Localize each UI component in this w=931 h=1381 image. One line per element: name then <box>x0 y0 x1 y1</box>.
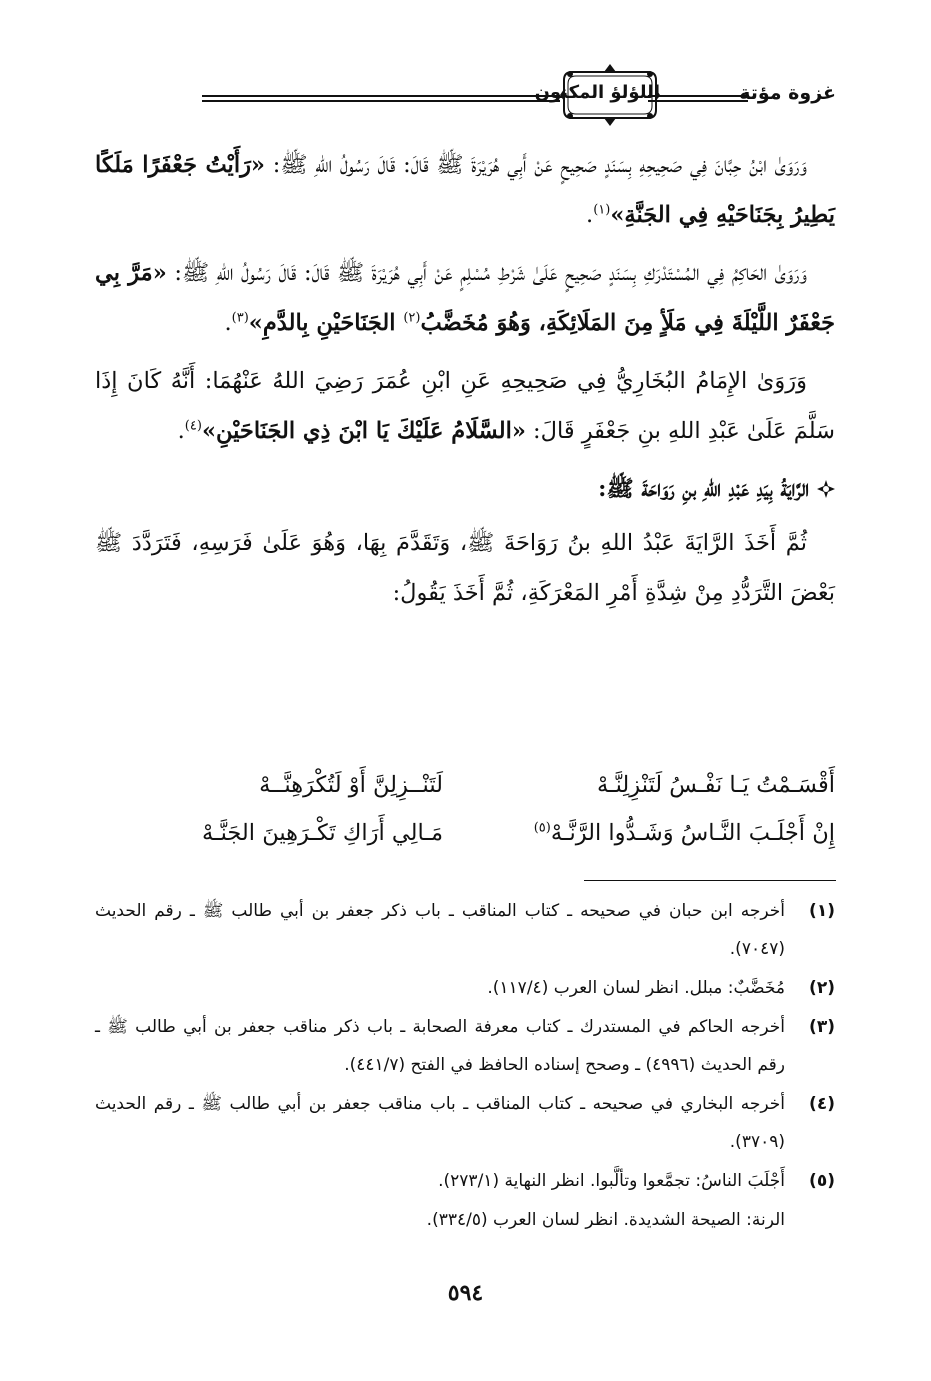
running-header <box>92 62 836 132</box>
poem-verse-1 <box>95 772 835 820</box>
book-title: اللؤلؤ المكنون <box>534 82 660 103</box>
paragraph-1-intro: وَرَوَىٰ ابْنُ حِبَّانَ فِي صَحِيحِهِ بِسَنَدٍ صَحِيحٍ عَنْ أَبِي هُرَيْرَةَ ﷺ قَالَ: قَالَ رَسُولُ اللهِ ﷺ: <box>265 152 808 178</box>
poem-verse-2-first-hemistich <box>534 820 835 846</box>
footnote-separator <box>584 880 836 881</box>
chapter-title: غزوة مؤتة <box>739 82 836 104</box>
header-rule-right <box>648 95 748 102</box>
section-heading-text: الرَّايَةُ بِيَدِ عَبْدِ اللهِ بنِ رَوَاحَةَ ﷺ: <box>598 476 809 502</box>
poem-verse-1-second-hemistich: لَتَنْــزِلِنَّ أَوْ لَتُكْرَهِنَّــهْ <box>259 772 443 798</box>
footnote-number: (٢) <box>809 978 835 998</box>
paragraph-3-intro: وَرَوَىٰ الإِمَامُ البُخَارِيُّ فِي صَحِيحِهِ عَنِ ابْنِ عُمَرَ رَضِيَ اللهُ عَنْهُمَا: أَنَّهُ كَانَ إِذَا سَلَّمَ عَلَىٰ عَبْدِ اللهِ بنِ جَعْفَرٍ قَالَ: <box>95 368 835 444</box>
footnote-4 <box>95 1085 835 1161</box>
hadith-quote-2b: الجَنَاحَيْنِ بِالدَّمِ» <box>248 310 404 336</box>
footnote-5-continuation: الرنة: الصيحة الشديدة. انظر لسان العرب (٣٣٤/٥). <box>426 1210 785 1230</box>
poem <box>95 772 835 868</box>
paragraph-2 <box>95 248 835 348</box>
footnote-3 <box>95 1008 835 1084</box>
footnote-ref-4: (٤) <box>184 418 202 434</box>
poem-verse-1-first-hemistich: أَقْسَـمْتُ يَـا نَفْـسُ لَتَنْزِلِنَّـهْ <box>596 772 835 798</box>
paragraph-3-end: . <box>177 418 185 444</box>
poem-verse-2-second-hemistich: مَـالِي أَرَاكِ تَكْـرَهِينَ الجَنَّـهْ <box>201 820 443 846</box>
flower-bullet-icon <box>817 480 835 498</box>
footnotes <box>95 892 835 1239</box>
footnote-1 <box>95 892 835 968</box>
page-number: ٥٩٤ <box>447 1280 484 1306</box>
paragraph-3 <box>95 356 835 456</box>
footnote-number: (٣) <box>809 1017 835 1037</box>
poem-verse-2 <box>95 820 835 868</box>
poem-verse-2-first-text: إِنْ أَجْلَـبَ النَّـاسُ وَشَـدُّوا الرَّنَّـهْ <box>550 820 835 846</box>
footnote-text: مُخَضَّبٌ: مبلل. انظر لسان العرب (١١٧/٤). <box>487 978 785 998</box>
footnote-number: (١) <box>809 901 835 921</box>
paragraph-2-end: . <box>224 310 232 336</box>
paragraph-2-intro: وَرَوَىٰ الحَاكِمُ فِي المُسْتَدْرَكِ بِسَنَدٍ صَحِيحٍ عَلَىٰ شَرْطِ مُسْلِمٍ عَنْ أَبِي هُرَيْرَةَ ﷺ قَالَ: قَالَ رَسُولُ اللهِ ﷺ: <box>166 260 807 286</box>
section-heading <box>95 464 835 514</box>
paragraph-1 <box>95 140 835 240</box>
footnote-5 <box>95 1162 835 1200</box>
hadith-quote-1: «رَأَيْتُ جَعْفَرًا مَلَكًا يَطِيرُ بِجَنَاحَيْهِ فِي الجَنَّةِ» <box>95 152 835 228</box>
footnote-ref-3: (٣) <box>231 310 249 326</box>
footnote-text: أخرجه ابن حبان في صحيحه ـ كتاب المناقب ـ باب ذكر جعفر بن أبي طالب ﷺ ـ رقم الحديث (٧٠٤٧). <box>95 901 785 959</box>
footnote-text: أخرجه الحاكم في المستدرك ـ كتاب معرفة الصحابة ـ باب ذكر مناقب جعفر بن أبي طالب ﷺ ـ رقم الحديث (٤٩٩٦) ـ وصحح إسناده الحافظ في الفتح (٤٤١/٧). <box>95 1017 785 1075</box>
hadith-quote-3: «السَّلَامُ عَلَيْكَ يَا ابْنَ ذِي الجَنَاحَيْنِ» <box>201 418 526 444</box>
header-rule-left <box>202 95 560 102</box>
hadith-quote-2a: «مَرَّ بِي جَعْفَرٌ اللَّيْلَةَ فِي مَلَأٍ مِنَ المَلَائِكَةِ، وَهُوَ مُخَضَّبُ <box>95 260 835 336</box>
footnote-text: أَجْلَبَ الناسُ: تجمَّعوا وتألَّبوا. انظر النهاية (٢٧٣/١). <box>438 1171 785 1191</box>
footnote-number: (٥) <box>809 1171 835 1191</box>
main-text <box>95 140 835 626</box>
footnote-number: (٤) <box>809 1094 835 1114</box>
footnote-ref-1: (١) <box>593 202 611 218</box>
paragraph-4: ثُمَّ أَخَذَ الرَّايَةَ عَبْدُ اللهِ بنُ رَوَاحَةَ ﷺ، وَتَقَدَّمَ بِهَا، وَهُوَ عَلَىٰ فَرَسِهِ، فَتَرَدَّدَ ﷺ بَعْضَ التَّرَدُّدِ مِنْ شِدَّةِ أَمْرِ المَعْرَكَةِ، ثُمَّ أَخَذَ يَقُولُ: <box>95 530 835 606</box>
footnote-2 <box>95 969 835 1007</box>
footnote-ref-5: (٥) <box>533 820 551 836</box>
footnote-ref-2: (٢) <box>403 310 421 326</box>
paragraph-1-end: . <box>586 202 594 228</box>
footnote-text: أخرجه البخاري في صحيحه ـ كتاب المناقب ـ باب مناقب جعفر بن أبي طالب ﷺ ـ رقم الحديث (٣٧٠٩). <box>95 1094 785 1152</box>
title-cartouche <box>534 62 660 128</box>
